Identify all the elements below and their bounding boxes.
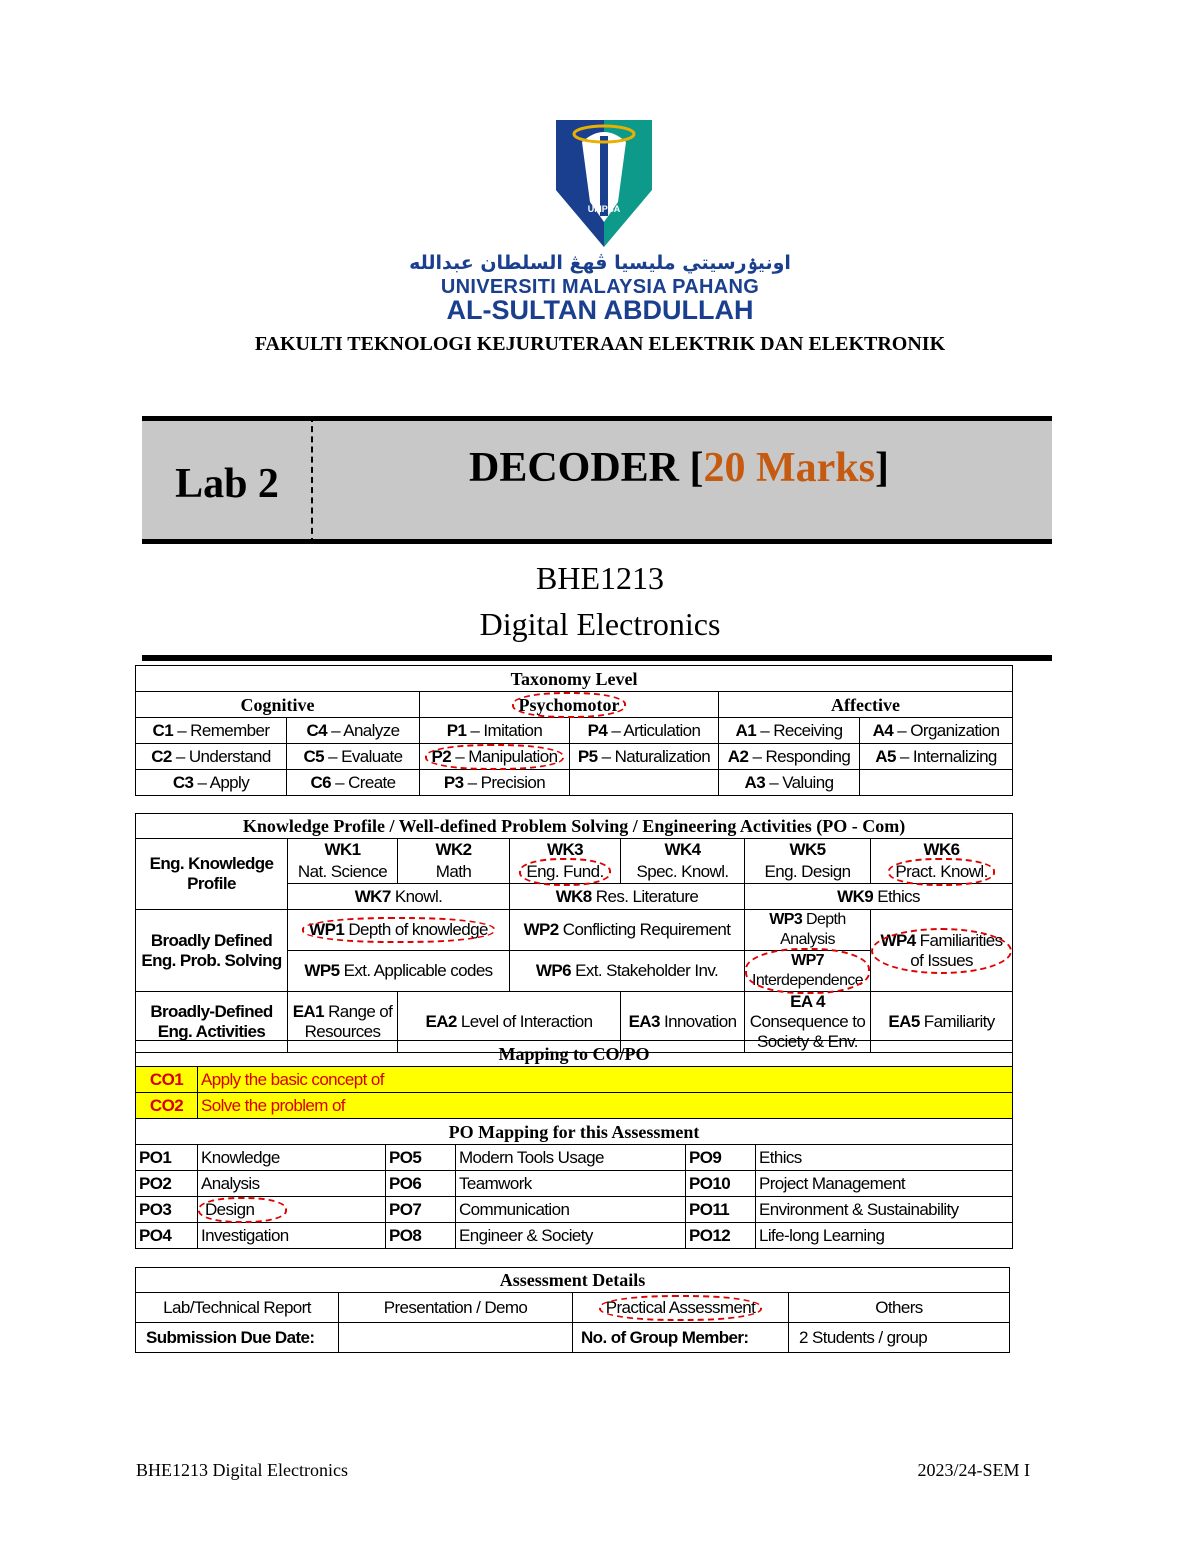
- po-row: PO1 Knowledge PO5 Modern Tools Usage PO9 Ethics: [136, 1145, 1013, 1171]
- knowledge-profile-table: [135, 813, 1013, 1053]
- assessment-types-row: [136, 1293, 1010, 1323]
- assessment-details-table: [135, 1267, 1010, 1353]
- ea-cell: EA5 Familiarity: [871, 992, 1013, 1053]
- wp-cell: WP3 Depth Analysis: [745, 910, 871, 951]
- wk-cell: WK7 Knowl.: [288, 884, 510, 910]
- psychomotor-circled: Psychomotor: [515, 695, 624, 715]
- ea-cell: EA1 Range of Resources: [288, 992, 398, 1053]
- assessment-type: Presentation / Demo: [339, 1293, 573, 1323]
- ea-cell: EA2 Level of Interaction: [398, 992, 621, 1053]
- wk3-circled: Eng. Fund.: [522, 861, 607, 883]
- group-member-value: 2 Students / group: [789, 1323, 1010, 1353]
- group-member-label: No. of Group Member:: [573, 1323, 789, 1353]
- eng-knowledge-label: Eng. Knowledge Profile: [136, 839, 288, 910]
- due-date-label: Submission Due Date:: [136, 1323, 339, 1353]
- taxonomy-row: C1 – Remember C4 – Analyze P1 – Imitation P4 – Articulation A1 – Receiving A4 – Organization: [136, 718, 1013, 744]
- lab-title-name: DECODER [: [468, 445, 704, 491]
- wp-cell: WP5 Ext. Applicable codes: [288, 951, 510, 992]
- lab-title-close: ]: [875, 445, 889, 491]
- eng-activities-label: Broadly-Defined Eng. Activities: [136, 992, 288, 1053]
- taxonomy-row: C2 – Understand C5 – Evaluate P2 – Manipulation P5 – Naturalization A2 – Responding A5 – Internalizing: [136, 744, 1013, 770]
- taxonomy-table: [135, 665, 1013, 796]
- university-logo: [548, 112, 660, 252]
- due-date-value: [339, 1323, 573, 1353]
- wp1-circled: WP1 Depth of knowledge: [305, 920, 492, 940]
- wk-cell: WK2 Math: [398, 839, 510, 884]
- lab-title: [314, 444, 1044, 492]
- logo-text: UMPSA: [587, 204, 621, 214]
- broadly-defined-label: Broadly Defined Eng. Prob. Solving: [136, 910, 288, 992]
- knowledge-heading: Knowledge Profile / Well-defined Problem Solving / Engineering Activities (PO - Com): [136, 814, 1013, 839]
- assessment-heading: Assessment Details: [136, 1268, 1010, 1293]
- p2-circled: P2 – Manipulation: [428, 747, 562, 767]
- course-code: BHE1213: [536, 560, 664, 596]
- wp-cell: WP2 Conflicting Requirement: [510, 910, 745, 951]
- wk-cell: WK6 Pract. Knowl.: [871, 839, 1013, 884]
- wp7-circled: WP7 Interdependence: [748, 951, 867, 991]
- wk-cell: WK5 Eng. Design: [745, 839, 871, 884]
- psychomotor-heading: [420, 692, 719, 718]
- po-row: PO3 Design PO7 Communication PO11 Environment & Sustainability: [136, 1197, 1013, 1223]
- taxonomy-heading: Taxonomy Level: [136, 666, 1013, 692]
- assessment-info-row: [136, 1323, 1010, 1353]
- wk-cell: WK3 Eng. Fund.: [510, 839, 621, 884]
- wk6-circled: Pract. Knowl.: [891, 861, 991, 883]
- assessment-type: Others: [789, 1293, 1010, 1323]
- ea-cell: EA 4 Consequence to Society & Env.: [745, 992, 871, 1053]
- footer-course: BHE1213 Digital Electronics: [136, 1460, 348, 1480]
- wk-cell: WK4 Spec. Knowl.: [621, 839, 745, 884]
- lab-marks: 20 Marks: [703, 445, 875, 491]
- university-name-line1: UNIVERSITI MALAYSIA PAHANG: [440, 276, 760, 298]
- co-po-mapping-table: [135, 1040, 1013, 1249]
- footer-semester: 2023/24-SEM I: [917, 1460, 1030, 1480]
- lab-number: Lab 2: [175, 461, 279, 507]
- mapping-heading: Mapping to CO/PO: [136, 1041, 1013, 1067]
- faculty-name: FAKULTI TEKNOLOGI KEJURUTERAAN ELEKTRIK DAN ELEKTRONIK: [254, 333, 946, 355]
- wp-cell: WP6 Ext. Stakeholder Inv.: [510, 951, 745, 992]
- po-row: PO2 Analysis PO6 Teamwork PO10 Project Management: [136, 1171, 1013, 1197]
- university-name-line2: AL-SULTAN ABDULLAH: [446, 295, 754, 325]
- wp-cell: [745, 951, 871, 992]
- course-name: Digital Electronics: [479, 606, 721, 642]
- wk-cell: WK9 Ethics: [745, 884, 1013, 910]
- co-row: CO2 Solve the problem of: [136, 1093, 1013, 1119]
- ea-cell: EA3 Innovation: [621, 992, 745, 1053]
- wk-cell: WK8 Res. Literature: [510, 884, 745, 910]
- wp4-circled: WP4 Familiarities of Issues: [874, 931, 1009, 971]
- cognitive-heading: Cognitive: [136, 692, 420, 718]
- practical-assessment-circled: Practical Assessment: [602, 1298, 760, 1318]
- po3-circled: Design: [201, 1200, 284, 1220]
- po-row: PO4 Investigation PO8 Engineer & Society PO12 Life-long Learning: [136, 1223, 1013, 1249]
- wk-cell: WK1 Nat. Science: [288, 839, 398, 884]
- assessment-type: Lab/Technical Report: [136, 1293, 339, 1323]
- taxonomy-row: C3 – Apply C6 – Create P3 – Precision A3 – Valuing: [136, 770, 1013, 796]
- wp4-cell: [871, 910, 1013, 992]
- affective-heading: Affective: [719, 692, 1013, 718]
- wp-cell: [288, 910, 510, 951]
- university-name-arabic: اونيۏرسيتي مليسيا ڤهڠ السلطان عبدالله: [409, 252, 791, 274]
- co-row: CO1 Apply the basic concept of: [136, 1067, 1013, 1093]
- title-rule: [142, 655, 1052, 661]
- po-mapping-heading: PO Mapping for this Assessment: [136, 1119, 1013, 1145]
